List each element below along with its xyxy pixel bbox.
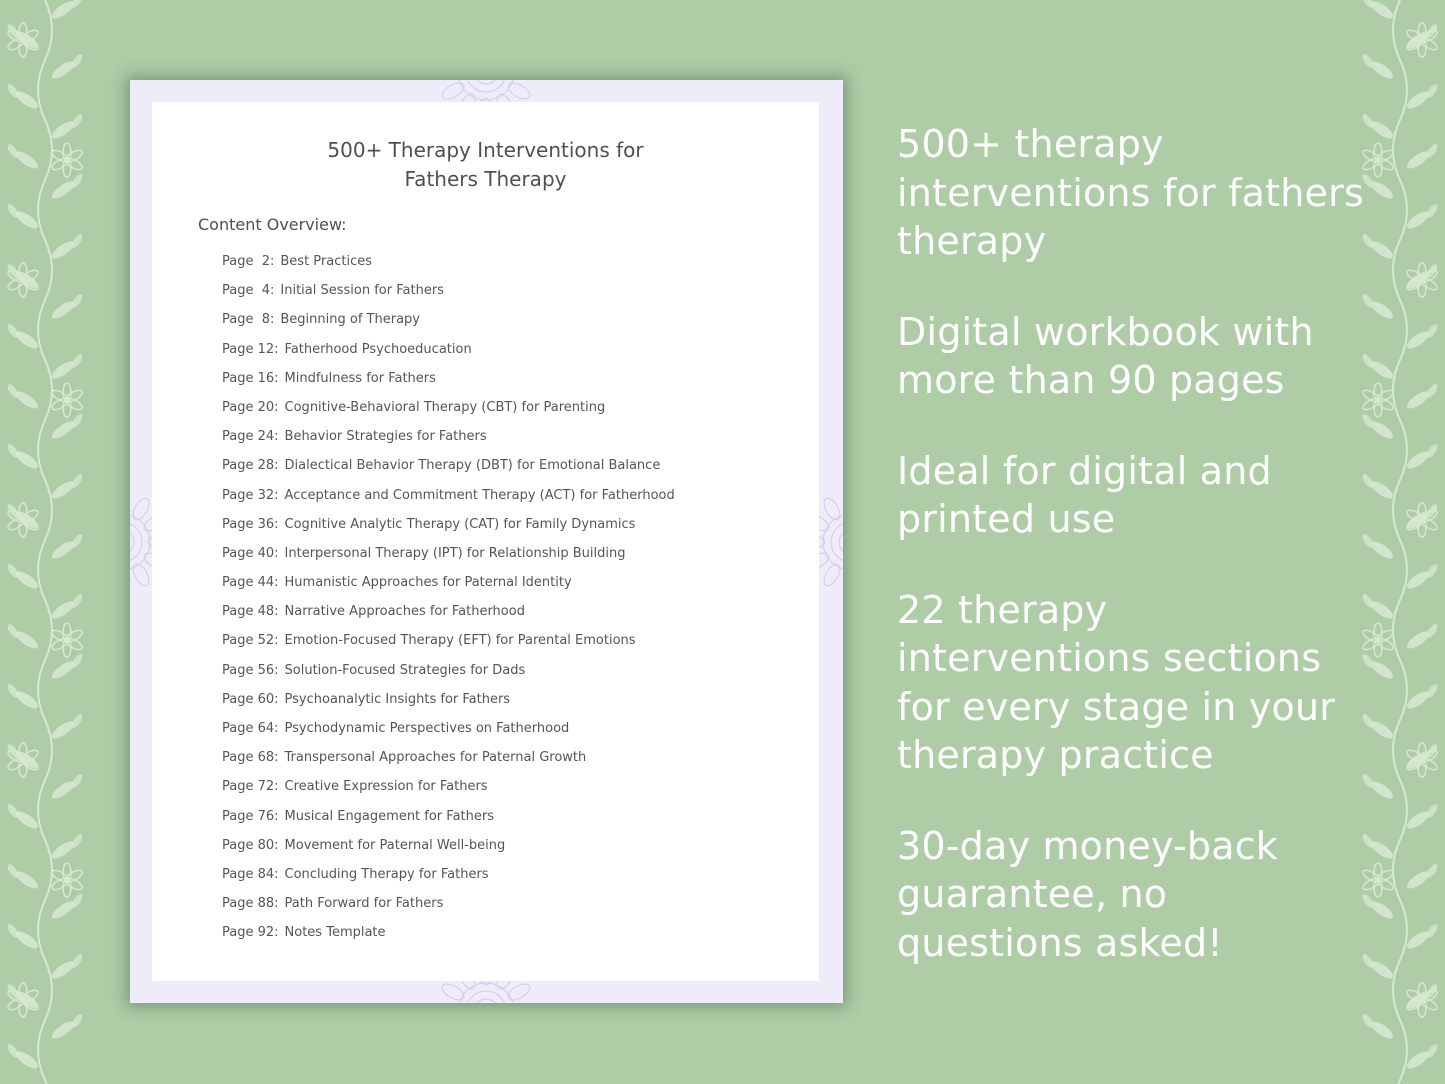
toc-title: Fatherhood Psychoeducation [284, 341, 472, 357]
feature-text: 500+ therapy interventions for fathers therapy [897, 122, 1364, 263]
toc-item [222, 254, 675, 283]
toc-item [222, 663, 675, 692]
toc-title: Acceptance and Commitment Therapy (ACT) for Fatherhood [284, 487, 675, 503]
toc-title: Creative Expression for Fathers [284, 779, 488, 795]
toc-title: Path Forward for Fathers [284, 896, 444, 912]
toc-item [222, 517, 675, 546]
toc-page-number: Page 56: [222, 662, 279, 678]
toc-page-number: Page 8: [222, 312, 275, 328]
document-title [152, 136, 819, 194]
toc-title: Narrative Approaches for Fatherhood [284, 604, 525, 620]
toc-item [222, 371, 675, 400]
toc-page-number: Page 32: [222, 487, 279, 503]
toc-item [222, 546, 675, 575]
toc-title: Beginning of Therapy [280, 312, 420, 328]
toc-page-number: Page 44: [222, 575, 279, 591]
toc-item [222, 809, 675, 838]
toc-page-number: Page 76: [222, 808, 279, 824]
toc-item [222, 604, 675, 633]
toc-page-number: Page 68: [222, 750, 279, 766]
toc-title: Transpersonal Approaches for Paternal Growth [284, 750, 587, 766]
toc-page-number: Page 92: [222, 925, 279, 941]
toc-page-number: Page 28: [222, 458, 279, 474]
document-title-line1: 500+ Therapy Interventions for [327, 138, 644, 162]
toc-item [222, 429, 675, 458]
toc-title: Best Practices [280, 254, 373, 269]
toc-page-number: Page 36: [222, 516, 279, 532]
toc-title: Interpersonal Therapy (IPT) for Relationship Building [284, 545, 626, 561]
toc-page-number: Page 40: [222, 545, 279, 561]
mandala-top-icon [376, 80, 596, 104]
toc-title: Musical Engagement for Fathers [284, 808, 494, 824]
toc-title: Behavior Strategies for Fathers [284, 429, 487, 445]
toc-title: Mindfulness for Fathers [284, 370, 436, 386]
toc-item [222, 488, 675, 517]
toc-item [222, 896, 675, 925]
toc-item [222, 633, 675, 662]
toc-page-number: Page 24: [222, 429, 279, 445]
feature-text: 30-day money-back guarantee, no questions asked! [897, 823, 1279, 965]
toc-title: Cognitive Analytic Therapy (CAT) for Family Dynamics [284, 516, 636, 532]
toc-title: Cognitive-Behavioral Therapy (CBT) for Parenting [284, 399, 606, 415]
feature-text: Digital workbook with more than 90 pages [897, 309, 1314, 402]
toc-page-number: Page 20: [222, 399, 279, 415]
toc-title: Humanistic Approaches for Paternal Identity [284, 575, 572, 591]
floral-vine-left-icon [0, 0, 90, 1084]
table-of-contents [222, 254, 675, 955]
document-preview [130, 80, 843, 1003]
toc-page-number: Page 2: [222, 254, 275, 269]
toc-title: Initial Session for Fathers [280, 283, 444, 299]
toc-title: Psychoanalytic Insights for Fathers [284, 691, 511, 707]
mandala-right-icon [819, 432, 843, 652]
toc-page-number: Page 12: [222, 341, 279, 357]
toc-page-number: Page 64: [222, 721, 279, 736]
toc-title: Emotion-Focused Therapy (EFT) for Parental Emotions [284, 633, 636, 649]
toc-item [222, 925, 675, 954]
toc-title: Movement for Paternal Well-being [284, 837, 506, 853]
feature-list [897, 120, 1397, 1009]
toc-title: Psychodynamic Perspectives on Fatherhood [284, 721, 570, 736]
toc-page-number: Page 4: [222, 283, 275, 299]
toc-title: Notes Template [284, 925, 386, 941]
mandala-left-icon [130, 432, 154, 652]
document-page [152, 102, 819, 981]
toc-item [222, 342, 675, 371]
document-title-line2: Fathers Therapy [404, 167, 567, 191]
toc-item [222, 458, 675, 487]
toc-page-number: Page 60: [222, 691, 279, 707]
feature-text: 22 therapy interventions sections for every stage in your therapy practice [897, 587, 1336, 777]
toc-item [222, 400, 675, 429]
toc-item [222, 867, 675, 896]
toc-item [222, 750, 675, 779]
toc-page-number: Page 52: [222, 633, 279, 649]
mandala-bottom-icon [376, 979, 596, 1003]
toc-page-number: Page 72: [222, 779, 279, 795]
toc-item [222, 838, 675, 867]
toc-title: Concluding Therapy for Fathers [284, 866, 489, 882]
toc-item [222, 779, 675, 808]
toc-item [222, 283, 675, 312]
toc-page-number: Page 80: [222, 837, 279, 853]
toc-page-number: Page 88: [222, 896, 279, 912]
toc-title: Solution-Focused Strategies for Dads [284, 662, 526, 678]
toc-item [222, 692, 675, 721]
toc-title: Dialectical Behavior Therapy (DBT) for Emotional Balance [284, 458, 661, 474]
content-overview-heading: Content Overview: [198, 215, 347, 234]
toc-page-number: Page 84: [222, 866, 279, 882]
toc-page-number: Page 48: [222, 604, 279, 620]
toc-page-number: Page 16: [222, 370, 279, 386]
feature-text: Ideal for digital and printed use [897, 448, 1272, 541]
toc-item [222, 721, 675, 750]
toc-item [222, 312, 675, 341]
toc-item [222, 575, 675, 604]
